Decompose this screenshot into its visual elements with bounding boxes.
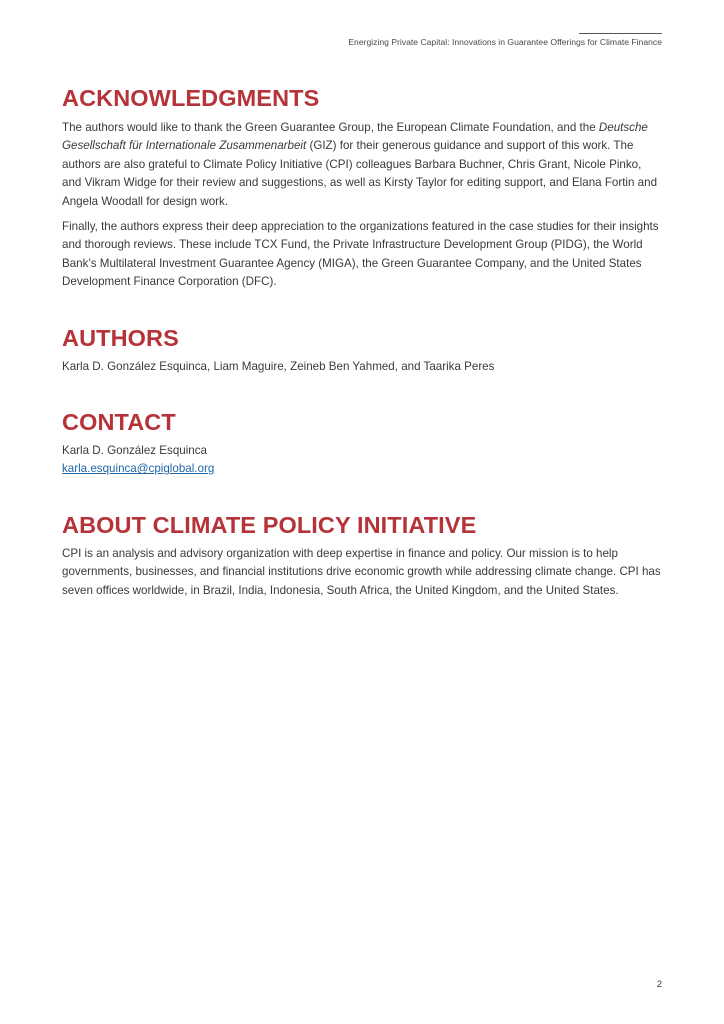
acknowledgments-section: [62, 84, 662, 292]
authors-names: Karla D. González Esquinca, Liam Maguire, Zeineb Ben Yahmed, and Taarika Peres: [62, 359, 495, 373]
contact-block: [62, 442, 662, 479]
acknowledgments-paragraph-1: [62, 119, 662, 211]
about-text: CPI is an analysis and advisory organization with deep expertise in finance and policy. Our mission is to help governments, businesses, and financial institutions drive economic growth while addressing climate change. CPI has seven offices worldwide, in Brazil, India, Indonesia, South Africa, the United Kingdom, and the United States.: [62, 546, 661, 597]
about-section: [62, 511, 662, 600]
page-content: [62, 84, 662, 600]
header-rule: [579, 33, 662, 34]
ack-text-start: The authors would like to thank the Green Guarantee Group, the European Climate Foundation, and the: [62, 121, 599, 134]
authors-heading: AUTHORS: [62, 324, 179, 351]
contact-name: Karla D. González Esquinca: [62, 444, 207, 458]
contact-heading: CONTACT: [62, 409, 176, 436]
acknowledgments-paragraph-2: Finally, the authors express their deep appreciation to the organizations featured in the case studies for their insights and thorough reviews. These include TCX Fund, the Private Infrastructure Development Group (PIDG), the World Bank’s Multilateral Investment Guarantee Agency (MIGA), the Green Guarantee Company, and the United States Development Finance Corporation (DFC).: [62, 220, 659, 289]
ack-giz-italic: Deutsche Gesellschaft für Internationale Zusammenarbeit: [62, 121, 648, 153]
ack-text-end: (GIZ) for their generous guidance and support of this work. The authors are also grateful to Climate Policy Initiative (CPI) colleagues Barbara Buchner, Chris Grant, Nicole Pinko, and Vikram Widge for their review and suggestions, as well as Kirsty Taylor for editing support, and Elana Fortin and Angela Woodall for design work.: [62, 139, 658, 208]
authors-section: [62, 324, 662, 376]
about-heading: ABOUT CLIMATE POLICY INITIATIVE: [62, 511, 477, 538]
contact-section: [62, 408, 662, 479]
contact-email-link[interactable]: karla.esquinca@cpiglobal.org: [62, 462, 215, 476]
running-head: Energizing Private Capital: Innovations in Guarantee Offerings for Climate Finance: [348, 37, 662, 47]
acknowledgments-heading: ACKNOWLEDGMENTS: [62, 85, 320, 111]
page-number: 2: [656, 979, 662, 990]
